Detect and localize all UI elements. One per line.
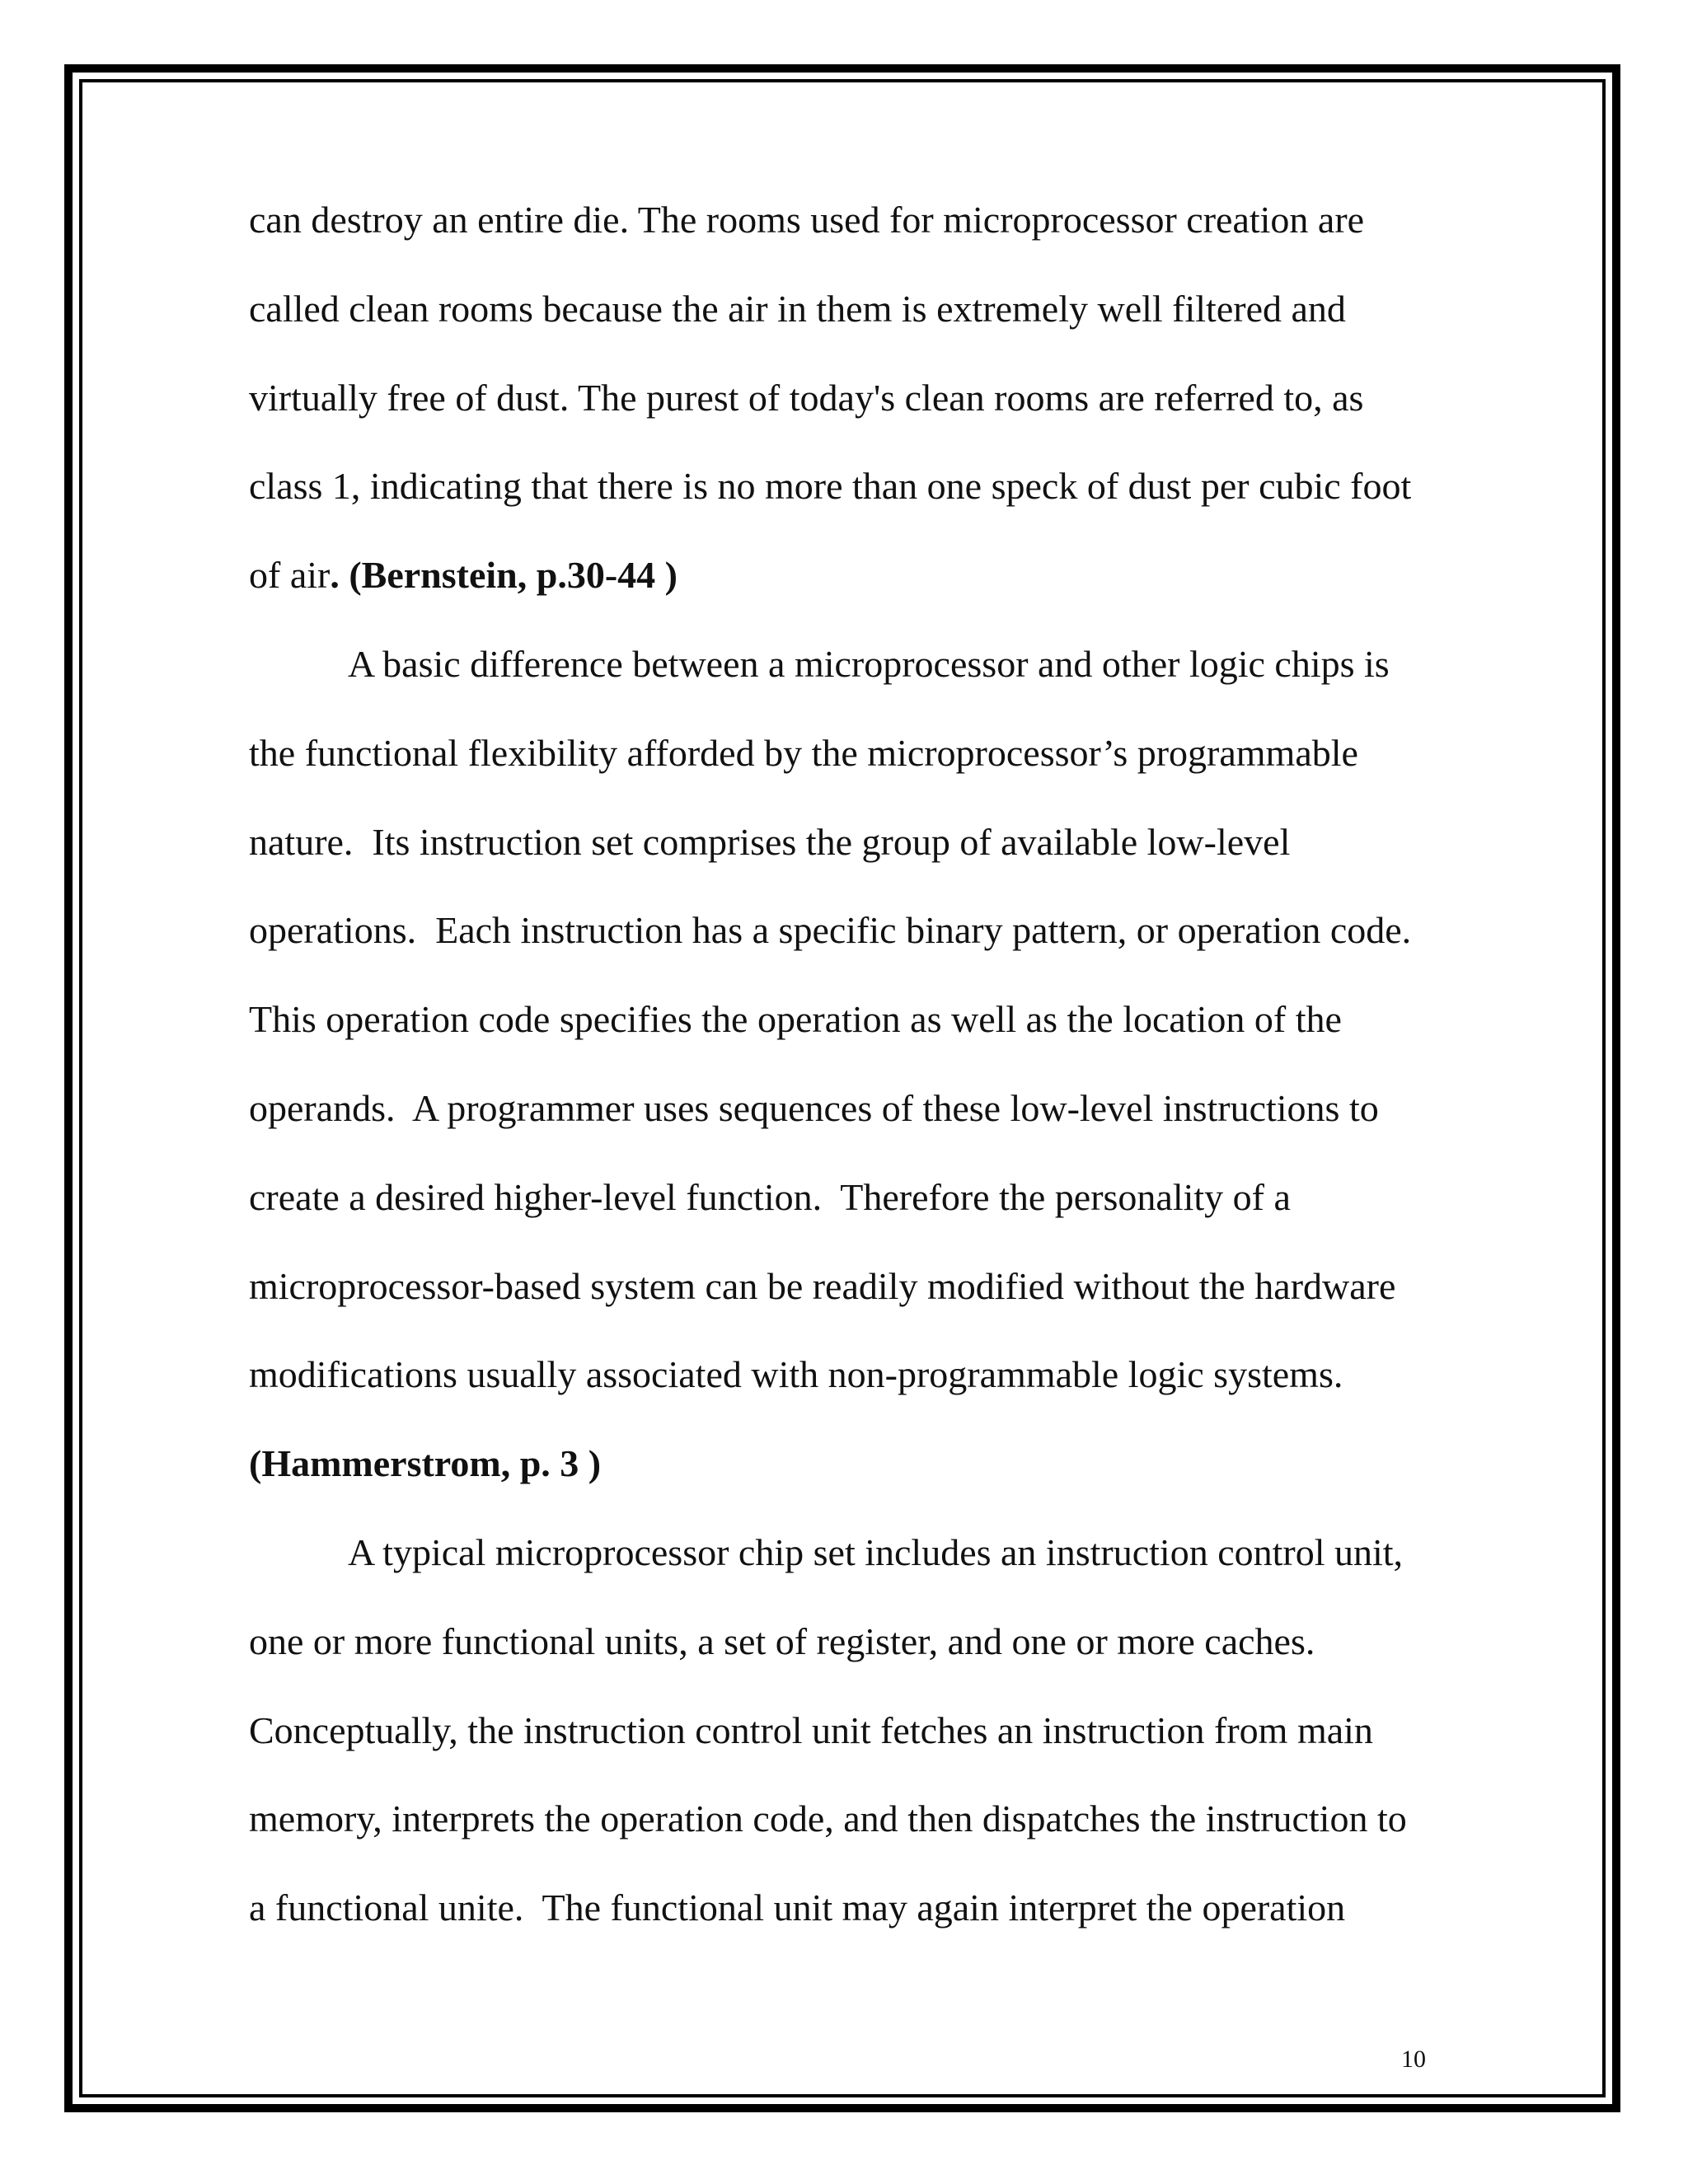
text-line: nature. Its instruction set comprises the group of available low-level xyxy=(249,820,1291,863)
text-line: one or more functional units, a set of register, and one or more caches. xyxy=(249,1619,1315,1662)
citation-bernstein: . (Bernstein, p.30-44 ) xyxy=(330,554,678,597)
text-line: operations. Each instruction has a specific binary pattern, or operation code. xyxy=(249,909,1412,952)
text-line: memory, interprets the operation code, and then dispatches the instruction to xyxy=(249,1797,1407,1840)
text-line: microprocessor-based system can be readily modified without the hardware xyxy=(249,1264,1396,1307)
text-line: the functional flexibility afforded by the microprocessor’s programmable xyxy=(249,731,1358,774)
paragraph-start-line: A basic difference between a microprocessor and other logic chips is xyxy=(348,642,1390,685)
text-line xyxy=(249,546,1452,635)
paragraph-start-line: A typical microprocessor chip set includes an instruction control unit, xyxy=(348,1530,1404,1573)
line-text: of air xyxy=(249,554,331,597)
text-line: operands. A programmer uses sequences of these low-level instructions to xyxy=(249,1086,1379,1129)
citation-hammerstrom: (Hammerstrom, p. 3 ) xyxy=(249,1442,602,1485)
text-line: This operation code specifies the operation as well as the location of the xyxy=(249,998,1342,1041)
text-line: can destroy an entire die. The rooms used for microprocessor creation are xyxy=(249,199,1365,241)
page-number: 10 xyxy=(1401,2046,1426,2073)
text-line: create a desired higher-level function. Therefore the personality of a xyxy=(249,1175,1291,1218)
text-line: modifications usually associated with non-programmable logic systems. xyxy=(249,1353,1343,1396)
text-line: a functional unite. The functional unit may again interpret the operation xyxy=(249,1886,1346,1929)
body-text xyxy=(249,191,1452,1968)
text-line: virtually free of dust. The purest of today's clean rooms are referred to, as xyxy=(249,376,1364,419)
text-line: class 1, indicating that there is no more than one speck of dust per cubic foot xyxy=(249,465,1412,508)
text-line: Conceptually, the instruction control unit fetches an instruction from main xyxy=(249,1708,1373,1751)
text-line: called clean rooms because the air in them is extremely well filtered and xyxy=(249,287,1346,330)
